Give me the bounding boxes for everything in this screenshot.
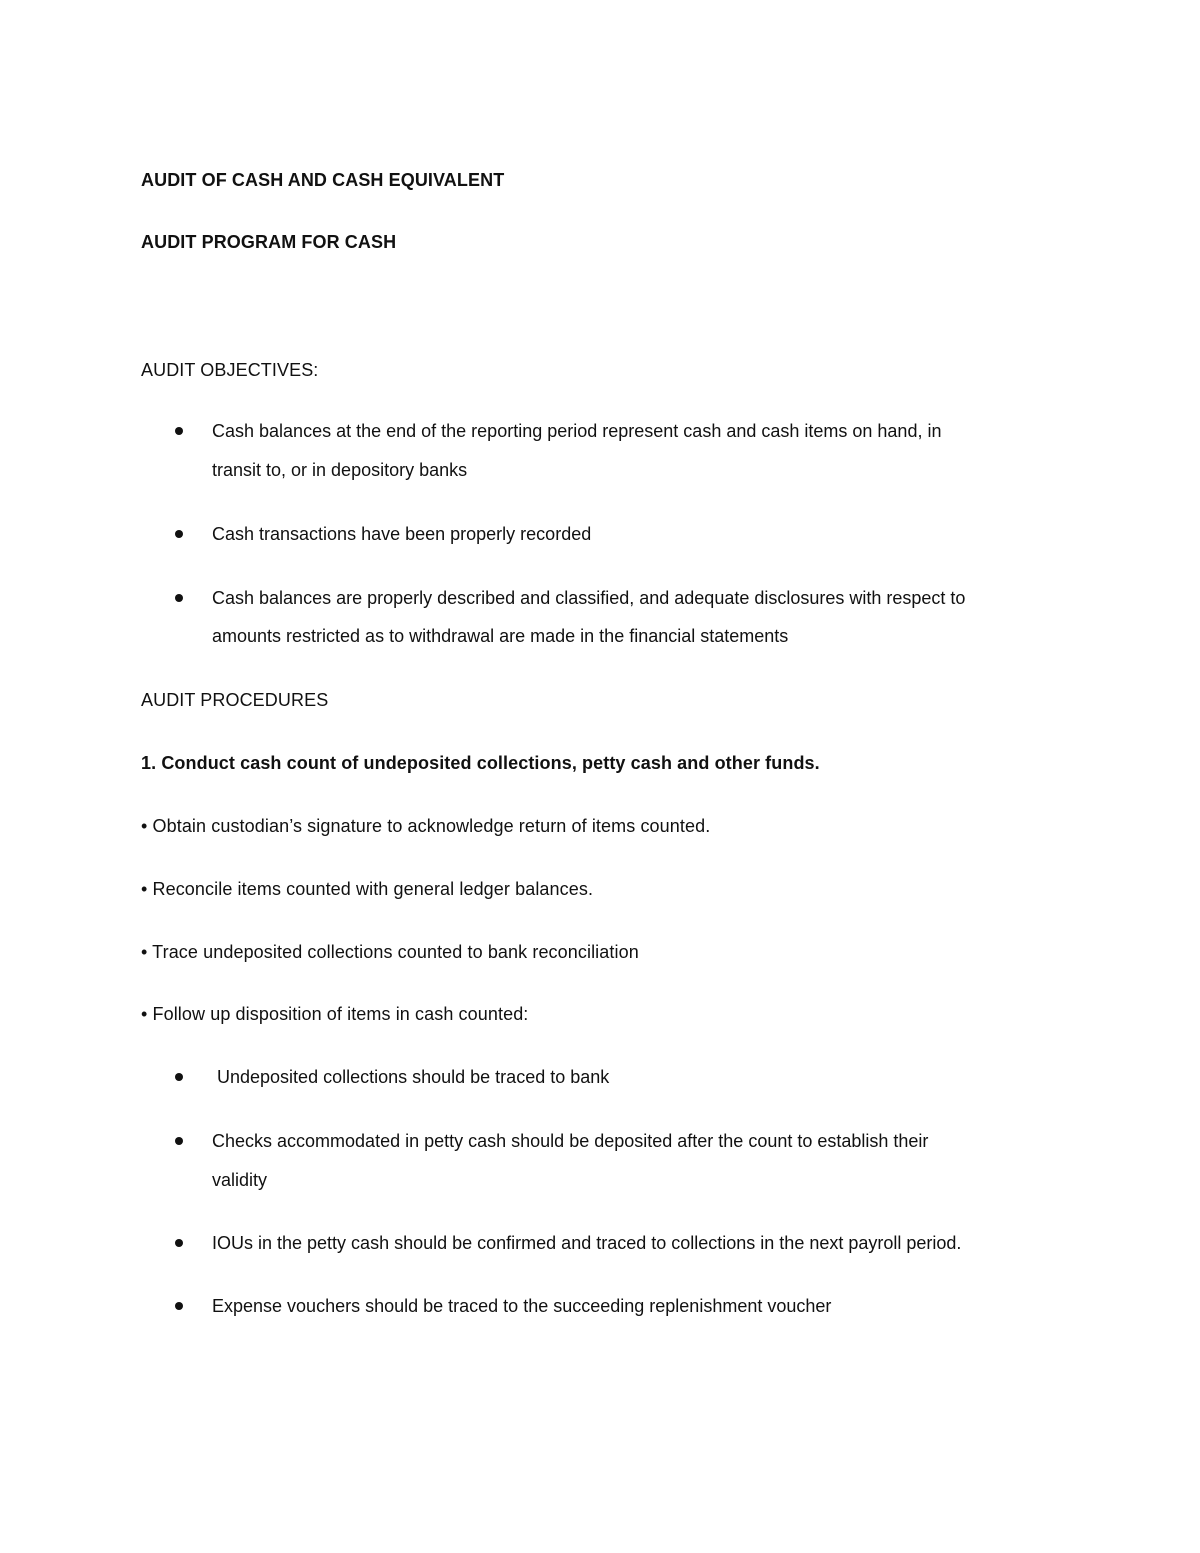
bullet-icon <box>175 427 183 435</box>
procedure-step: • Obtain custodian’s signature to acknowledge return of items counted. <box>141 816 711 836</box>
objective-line: amounts restricted as to withdrawal are made in the financial statements <box>212 626 789 646</box>
procedure-step: • Reconcile items counted with general ledger balances. <box>141 879 594 899</box>
bullet-icon <box>175 594 183 602</box>
document-title: AUDIT OF CASH AND CASH EQUIVALENT <box>141 170 505 190</box>
objective-line: Cash balances at the end of the reporting period represent cash and cash items on hand, in <box>212 421 942 441</box>
bullet-icon <box>175 530 183 538</box>
disposition-line: Checks accommodated in petty cash should be deposited after the count to establish their <box>212 1131 929 1151</box>
bullet-icon <box>175 1239 183 1247</box>
disposition-line: IOUs in the petty cash should be confirmed and traced to collections in the next payroll period. <box>212 1233 962 1253</box>
disposition-line: Undeposited collections should be traced to bank <box>212 1067 610 1087</box>
procedures-heading: AUDIT PROCEDURES <box>141 690 329 710</box>
objective-line: Cash transactions have been properly recorded <box>212 524 592 544</box>
procedure-step: • Follow up disposition of items in cash counted: <box>141 1004 529 1024</box>
procedure-step: • Trace undeposited collections counted to bank reconciliation <box>141 942 639 962</box>
objective-line: transit to, or in depository banks <box>212 460 468 480</box>
procedure-1-heading: 1. Conduct cash count of undeposited collections, petty cash and other funds. <box>141 753 820 773</box>
objective-line: Cash balances are properly described and classified, and adequate disclosures with respect to <box>212 588 966 608</box>
bullet-icon <box>175 1137 183 1145</box>
bullet-icon <box>175 1302 183 1310</box>
document-subtitle: AUDIT PROGRAM FOR CASH <box>141 232 397 252</box>
objectives-heading: AUDIT OBJECTIVES: <box>141 360 319 380</box>
bullet-icon <box>175 1073 183 1081</box>
disposition-line: Expense vouchers should be traced to the succeeding replenishment voucher <box>212 1296 832 1316</box>
disposition-line: validity <box>212 1170 268 1190</box>
